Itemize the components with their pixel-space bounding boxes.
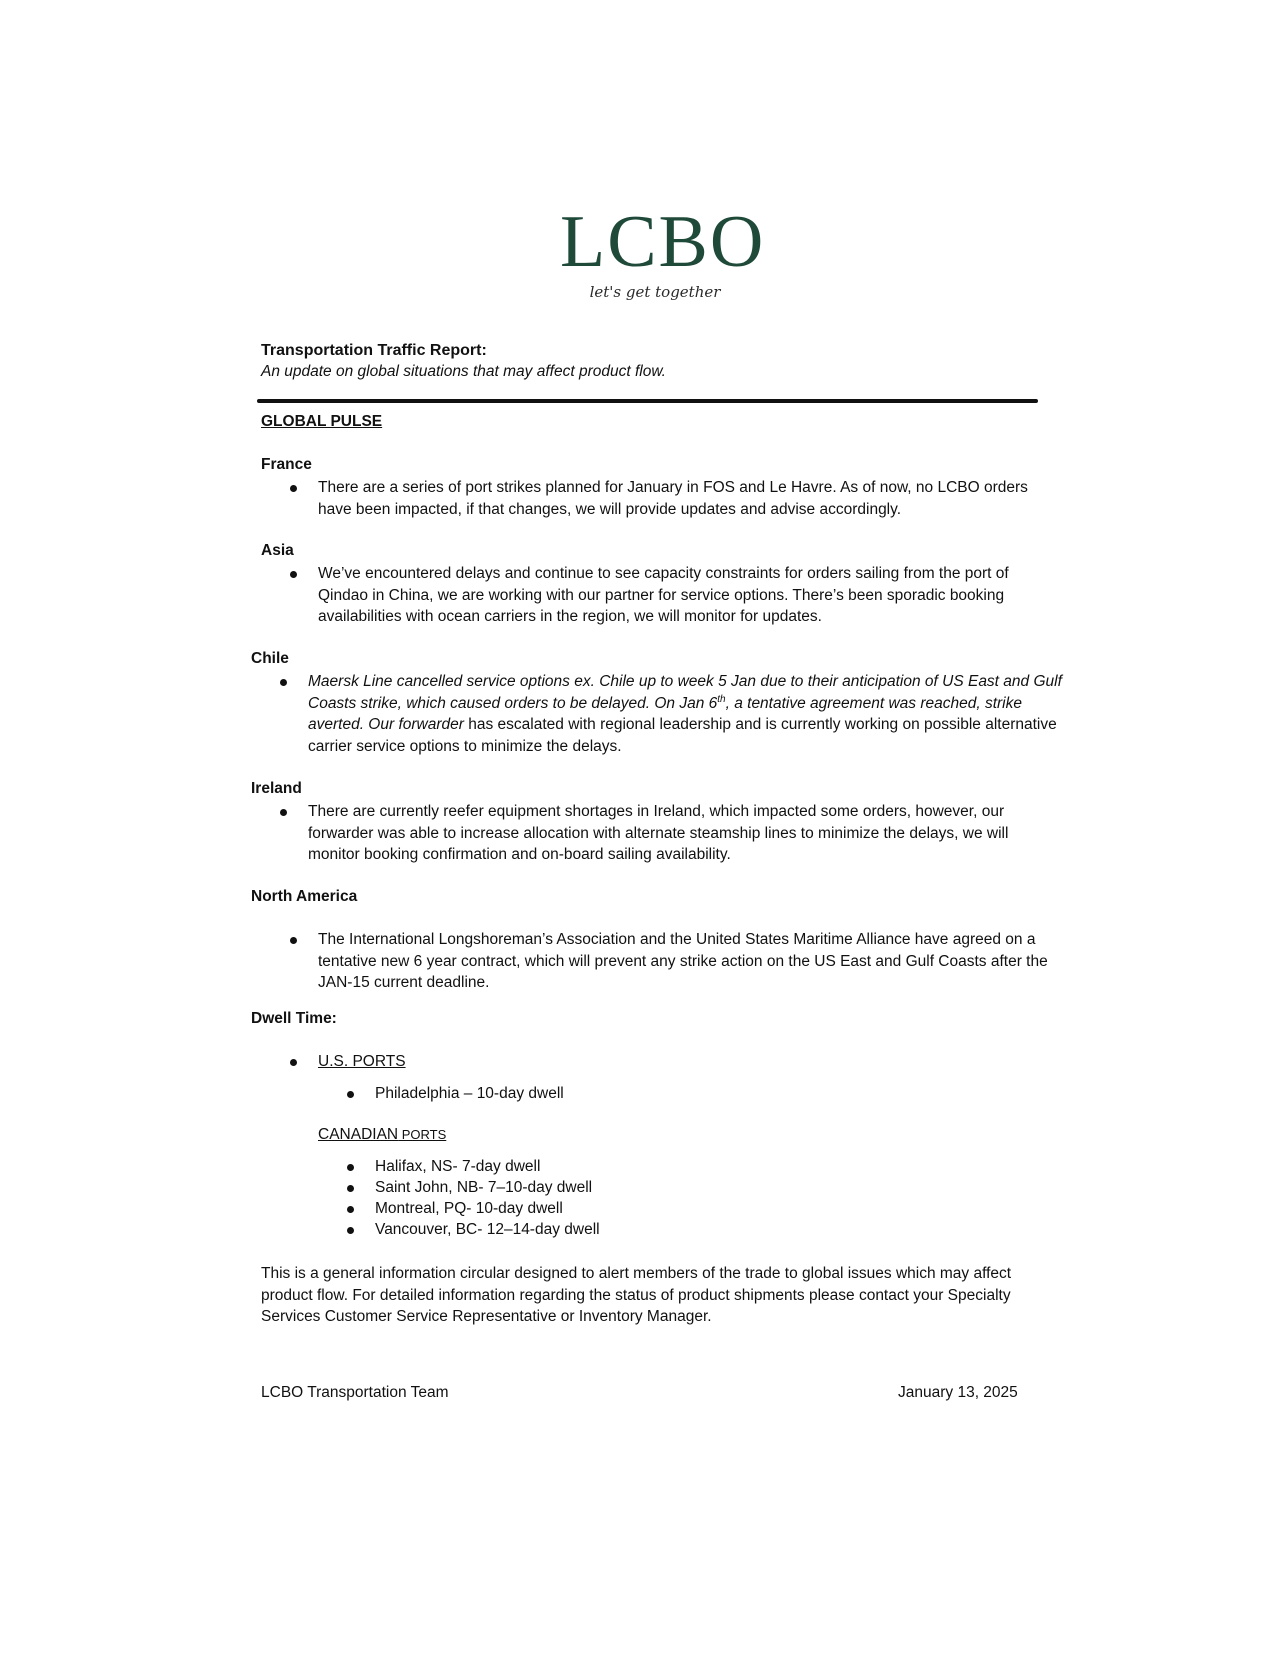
bullet-icon [290, 1059, 297, 1066]
bullet-icon [290, 571, 297, 578]
disclaimer-paragraph: This is a general information circular designed to alert members of the trade to global issues which may affect product flow. For detailed information regarding the status of product shipments please contact your Specialty Services Customer Service Representative or Inventory Manager. [261, 1265, 1012, 1325]
bullet-icon [280, 809, 287, 816]
region-chile-heading: Chile [251, 650, 289, 667]
chile-bullet-italic-2: , a tentative agreement was reached, strike averted. Our forwarder [308, 694, 1022, 733]
bullet-icon [347, 1164, 354, 1171]
global-pulse-heading: GLOBAL PULSE [261, 413, 383, 430]
canadian-ports-label [318, 1124, 446, 1146]
chile-bullet-regular: has escalated with regional leadership and is currently working on possible alternative carrier service options to minimize the delays. [308, 716, 1057, 755]
canadian-ports-label-main: CANADIAN [318, 1126, 399, 1143]
bullet-icon [290, 485, 297, 492]
chile-bullet [308, 671, 1063, 757]
logo-wordmark: LCBO [560, 201, 766, 283]
chile-bullet-sup: th [717, 693, 726, 705]
dwell-time-heading: Dwell Time: [251, 1010, 337, 1027]
bullet-icon [290, 937, 297, 944]
header-divider [257, 399, 1038, 403]
dwell-item-montreal: Montreal, PQ- 10-day dwell [375, 1200, 563, 1217]
canadian-ports-label-small: PORTS [398, 1127, 447, 1142]
bullet-icon [347, 1185, 354, 1192]
bullet-icon [280, 679, 287, 686]
north-america-bullet: The International Longshoreman’s Association and the United States Maritime Alliance have agreed on a tentative new 6 year contract, which will prevent any strike action on the US East and Gulf Coasts after the JAN-15 current deadline. [318, 931, 1048, 991]
region-asia-heading: Asia [261, 542, 294, 559]
dwell-item-vancouver: Vancouver, BC- 12–14-day dwell [375, 1221, 600, 1238]
chile-bullet-italic-1: Maersk Line cancelled service options ex. Chile up to week 5 Jan due to their anticipation of US East and Gulf Coasts strike, which caused orders to be delayed. On Jan 6 [308, 673, 1062, 712]
region-france-heading: France [261, 456, 312, 473]
bullet-icon [347, 1091, 354, 1098]
dwell-item-philadelphia: Philadelphia – 10-day dwell [375, 1085, 564, 1102]
bullet-icon [347, 1227, 354, 1234]
logo-tagline: let's get together [589, 283, 721, 301]
ireland-bullet: There are currently reefer equipment shortages in Ireland, which impacted some orders, however, our forwarder was able to increase allocation with alternate steamship lines to minimize the delays, we will monitor booking confirmation and on-board sailing availability. [308, 803, 1009, 863]
region-ireland-heading: Ireland [251, 780, 302, 797]
dwell-item-saint-john: Saint John, NB- 7–10-day dwell [375, 1179, 593, 1196]
footer-date: January 13, 2025 [898, 1384, 1018, 1401]
bullet-icon [347, 1206, 354, 1213]
asia-bullet: We’ve encountered delays and continue to see capacity constraints for orders sailing from the port of Qindao in China, we are working with our partner for service options. There’s been sporadic booking availabilities with ocean carriers in the region, we will monitor for updates. [318, 565, 1009, 625]
france-bullet: There are a series of port strikes planned for January in FOS and Le Havre. As of now, no LCBO orders have been impacted, if that changes, we will provide updates and advise accordingly. [318, 479, 1028, 518]
lcbo-logo [560, 201, 766, 315]
report-subtitle: An update on global situations that may affect product flow. [261, 363, 666, 380]
dwell-item-halifax: Halifax, NS- 7-day dwell [375, 1158, 541, 1175]
region-north-america-heading: North America [251, 888, 358, 905]
us-ports-label: U.S. PORTS [318, 1053, 406, 1070]
report-title: Transportation Traffic Report: [261, 342, 487, 359]
footer-team: LCBO Transportation Team [261, 1384, 449, 1401]
